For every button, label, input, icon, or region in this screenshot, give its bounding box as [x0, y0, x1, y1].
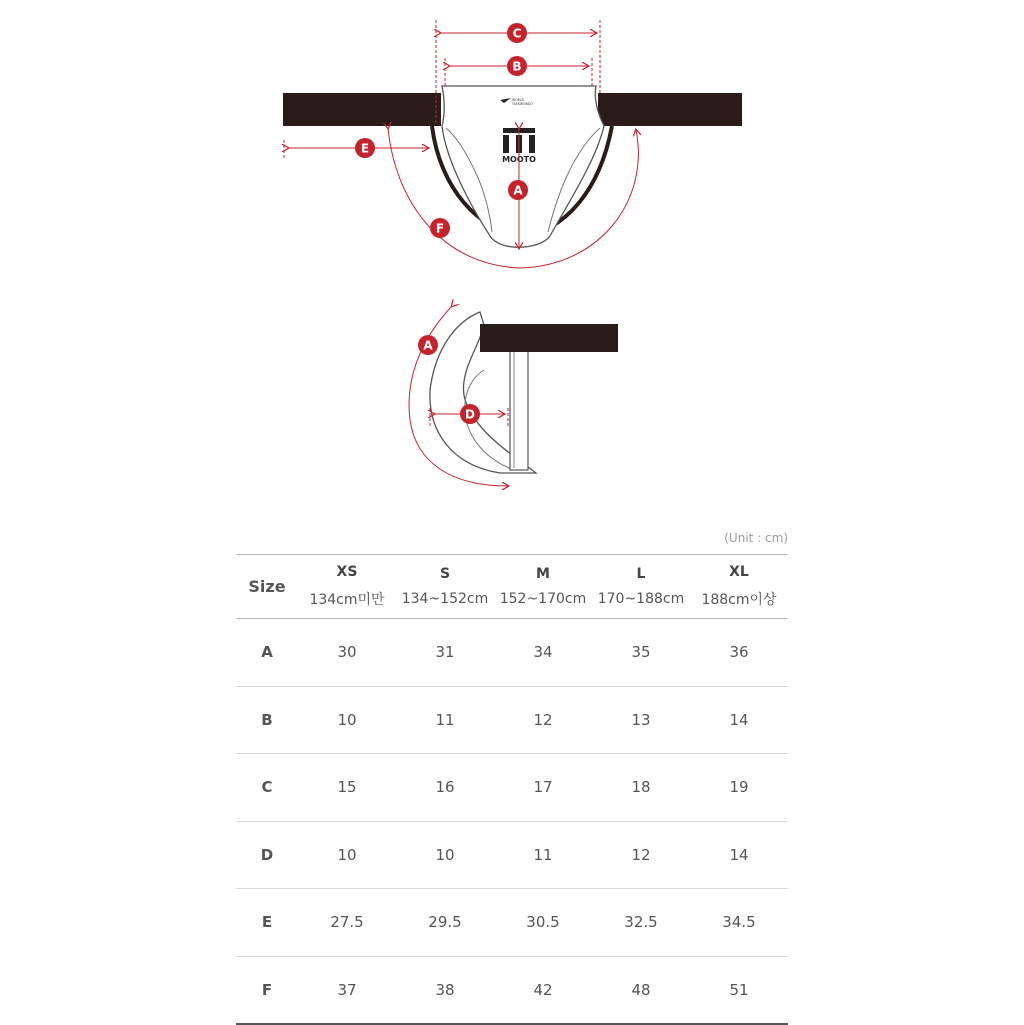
table-cell: 38	[435, 980, 455, 999]
size-height: 134cm미만	[309, 592, 385, 608]
table-header-row	[236, 555, 788, 619]
size-height: 152~170cm	[499, 591, 587, 607]
svg-text:MOOTO: MOOTO	[502, 155, 536, 164]
svg-text:F: F	[435, 221, 445, 236]
table-row	[236, 956, 788, 1024]
column-header	[396, 555, 494, 619]
svg-text:D: D	[465, 407, 475, 422]
table-cell: 27.5	[330, 913, 364, 932]
waistband-right	[598, 93, 742, 126]
size-height: 134~152cm	[401, 591, 489, 607]
marker-a-side	[418, 335, 438, 355]
table-row	[236, 754, 788, 822]
size-name: XS	[336, 564, 358, 580]
table-cell: 30	[337, 643, 357, 662]
size-header: Size	[248, 577, 286, 596]
column-header	[690, 555, 788, 619]
side-waistband	[480, 324, 618, 352]
row-label: A	[261, 643, 273, 662]
groin-cup	[442, 86, 604, 247]
table-cell: 34.5	[722, 913, 756, 932]
table-cell: 48	[631, 980, 651, 999]
size-name: S	[439, 566, 451, 582]
table-cell: 29.5	[428, 913, 462, 932]
unit-note: (Unit : cm)	[724, 531, 788, 545]
table-cell: 11	[435, 710, 455, 729]
marker-e	[355, 138, 375, 158]
row-label: D	[260, 845, 274, 864]
table-cell: 12	[533, 710, 553, 729]
row-label: F	[261, 980, 273, 999]
size-name: M	[536, 566, 550, 582]
size-height: 170~188cm	[597, 591, 685, 607]
table-cell: 42	[533, 980, 553, 999]
svg-text:A: A	[513, 183, 523, 198]
table-cell: 19	[729, 778, 749, 797]
table-cell: 32.5	[624, 913, 658, 932]
table-cell: 15	[337, 778, 357, 797]
marker-b	[507, 56, 527, 76]
table-row	[236, 619, 788, 687]
table-cell: 13	[631, 710, 651, 729]
marker-c	[507, 23, 527, 43]
svg-text:B: B	[512, 59, 522, 74]
table-cell: 51	[729, 980, 749, 999]
svg-text:TAEKWONDO: TAEKWONDO	[512, 102, 533, 106]
table-cell: 34	[533, 643, 553, 662]
table-row	[236, 889, 788, 957]
row-label: C	[261, 778, 273, 797]
marker-a	[508, 180, 528, 200]
table-cell: 37	[337, 980, 357, 999]
table-cell: 18	[631, 778, 651, 797]
table-row	[236, 821, 788, 889]
table-cell: 35	[631, 643, 651, 662]
svg-text:E: E	[360, 141, 370, 156]
size-height: 188cm이상	[701, 592, 777, 608]
size-chart-table	[236, 554, 788, 1025]
side-strap	[510, 350, 528, 470]
marker-d	[460, 404, 480, 424]
table-cell: 14	[729, 845, 749, 864]
column-header	[298, 555, 396, 619]
table-cell: 12	[631, 845, 651, 864]
row-label: B	[261, 710, 273, 729]
table-row	[236, 686, 788, 754]
table-cell: 36	[729, 643, 749, 662]
table-cell: 10	[337, 845, 357, 864]
table-cell: 11	[533, 845, 553, 864]
table-cell: 10	[435, 845, 455, 864]
svg-text:WORLD: WORLD	[512, 98, 525, 102]
waistband-left	[283, 93, 441, 126]
svg-text:A: A	[423, 338, 433, 353]
table-cell: 30.5	[526, 913, 560, 932]
size-name: L	[636, 566, 646, 582]
size-name: XL	[729, 564, 749, 580]
table-cell: 17	[533, 778, 553, 797]
front-view	[283, 20, 742, 268]
table-cell: 14	[729, 710, 749, 729]
column-header	[494, 555, 592, 619]
row-label: E	[261, 913, 273, 932]
column-header	[592, 555, 690, 619]
side-view	[409, 306, 618, 486]
table-cell: 31	[435, 643, 455, 662]
table-cell: 10	[337, 710, 357, 729]
table-cell: 16	[435, 778, 455, 797]
svg-text:C: C	[512, 26, 522, 41]
marker-f	[430, 218, 450, 238]
